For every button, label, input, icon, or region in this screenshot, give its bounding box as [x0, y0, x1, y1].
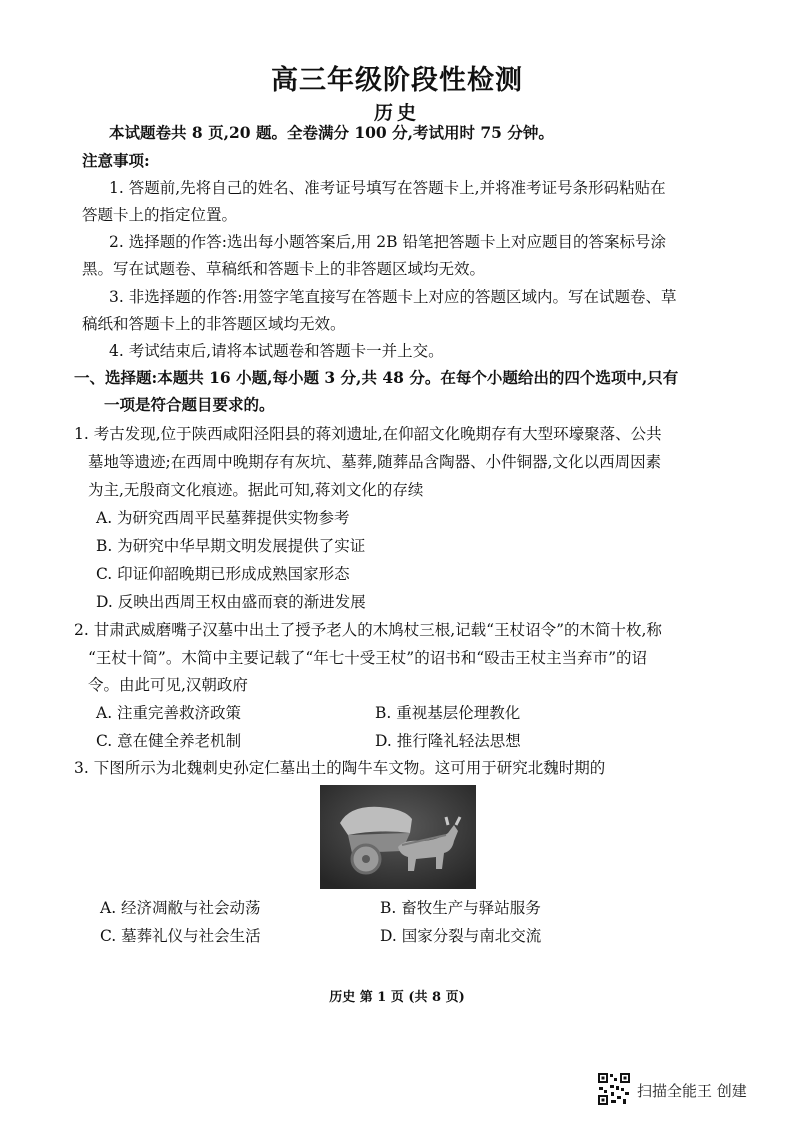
section-heading-cont: 一项是符合题目要求的。 [104, 395, 275, 414]
question-1-stem: 1. 考古发现,位于陕西咸阳泾阳县的蒋刘遗址,在仰韶文化晚期存有大型环壕聚落、公共 [74, 425, 662, 443]
notes-line: 3. 非选择题的作答:用签字笔直接写在答题卡上对应的答题区域内。写在试题卷、草 [109, 288, 677, 306]
question-3-option-b: B. 畜牧生产与驿站服务 [380, 899, 541, 917]
question-3-option-c: C. 墓葬礼仪与社会生活 [100, 927, 261, 945]
question-3-option-a: A. 经济凋敝与社会动荡 [100, 899, 261, 917]
notes-line: 1. 答题前,先将自己的姓名、准考证号填写在答题卡上,并将准考证号条形码粘贴在 [109, 179, 666, 197]
question-2-option-d: D. 推行隆礼轻法思想 [375, 732, 521, 750]
question-2-option-c: C. 意在健全养老机制 [96, 732, 242, 750]
question-3-option-d: D. 国家分裂与南北交流 [380, 927, 542, 945]
question-1-option-d: D. 反映出西周王权由盛而衰的渐进发展 [96, 593, 366, 611]
question-2-option-b: B. 重视基层伦理教化 [375, 704, 521, 722]
notes-line: 答题卡上的指定位置。 [82, 206, 238, 224]
ox-cart-photo-icon [320, 785, 476, 889]
notes-line: 稿纸和答题卡上的非答题区域均无效。 [82, 315, 346, 333]
question-1-option-a: A. 为研究西周平民墓葬提供实物参考 [96, 509, 350, 527]
question-1-stem: 墓地等遗迹;在西周中晚期存有灰坑、墓葬,随葬品含陶器、小件铜器,文化以西周因素 [88, 453, 662, 471]
question-3-stem: 3. 下图所示为北魏刺史孙定仁墓出土的陶牛车文物。这可用于研究北魏时期的 [74, 759, 606, 777]
exam-subject: 历史 [373, 102, 420, 124]
scanner-watermark: 扫描全能王 创建 [637, 1082, 747, 1100]
question-1-stem: 为主,无殷商文化痕迹。据此可知,蒋刘文化的存续 [88, 481, 424, 499]
question-2-stem: “王杖十简”。木简中主要记载了“年七十受王杖”的诏书和“殴击王杖主当弃市”的诏 [88, 649, 648, 667]
ox-cart-figure [320, 785, 476, 889]
notes-line: 2. 选择题的作答:选出每小题答案后,用 2B 铅笔把答题卡上对应题目的答案标号涂 [109, 233, 666, 251]
notes-line: 4. 考试结束后,请将本试题卷和答题卡一并上交。 [109, 342, 444, 360]
question-2-option-a: A. 注重完善救济政策 [96, 704, 242, 722]
question-2-stem: 2. 甘肃武威磨嘴子汉墓中出土了授予老人的木鸠杖三根,记载“王杖诏令”的木简十枚,称 [74, 621, 662, 639]
section-heading: 一、选择题:本题共 16 小题,每小题 3 分,共 48 分。在每个小题给出的四个选项中,只有 [74, 368, 679, 387]
notes-heading: 注意事项: [82, 151, 150, 170]
question-1-option-b: B. 为研究中华早期文明发展提供了实证 [96, 537, 366, 555]
page-footer: 历史 第 1 页 (共 8 页) [329, 990, 465, 1005]
exam-title: 高三年级阶段性检测 [271, 65, 523, 96]
question-1-option-c: C. 印证仰韶晚期已形成成熟国家形态 [96, 565, 350, 583]
exam-intro: 本试题卷共 8 页,20 题。全卷满分 100 分,考试用时 75 分钟。 [109, 123, 554, 142]
question-2-stem: 令。由此可见,汉朝政府 [88, 676, 248, 694]
notes-line: 黑。写在试题卷、草稿纸和答题卡上的非答题区域均无效。 [82, 260, 486, 278]
qr-code-icon [597, 1072, 631, 1106]
